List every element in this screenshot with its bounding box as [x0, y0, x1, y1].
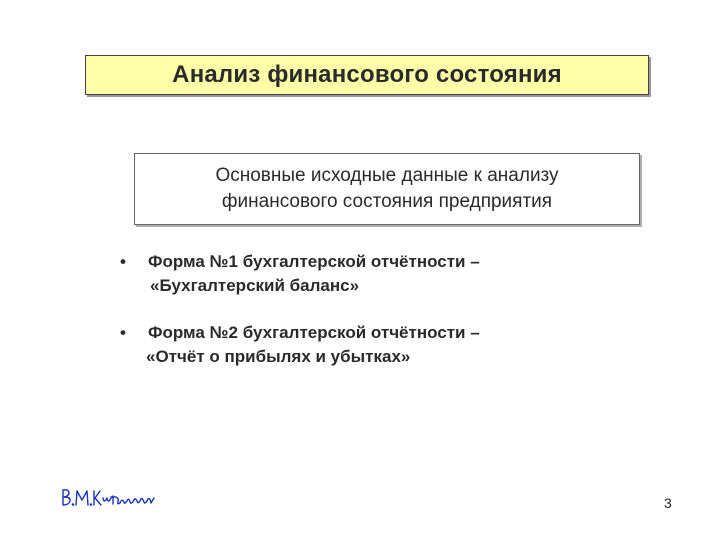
subtitle-box [134, 153, 640, 225]
slide-title-box [85, 55, 649, 95]
bullet-line-2: «Отчёт о прибылях и убытках» [146, 347, 411, 366]
bullet-line-1: Форма №1 бухгалтерской отчётности – [148, 252, 480, 271]
bullet-marker: • [120, 323, 126, 342]
subtitle-line-2: финансового состояния предприятия [221, 191, 553, 212]
author-signature [60, 485, 158, 509]
bullet-line-1: Форма №2 бухгалтерской отчётности – [148, 323, 480, 342]
bullet-line-2: «Бухгалтерский баланс» [150, 276, 360, 295]
bullet-text [148, 250, 480, 298]
slide-title: Анализ финансового состояния [172, 61, 562, 88]
page-number: 3 [664, 495, 672, 511]
bullet-marker: • [120, 252, 126, 271]
subtitle-line-1: Основные исходные данные к анализу [215, 165, 559, 186]
bullet-text [148, 321, 480, 369]
